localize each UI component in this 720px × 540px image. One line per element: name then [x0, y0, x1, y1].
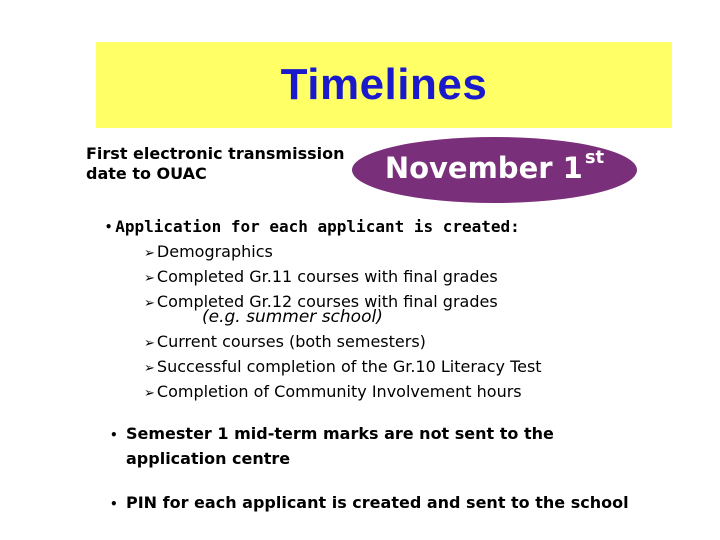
list-item [144, 380, 542, 405]
application-items-2 [144, 330, 542, 405]
bullet-dot-icon: • [105, 220, 113, 234]
semester-note-text: Semester 1 mid-term marks are not sent to the [126, 424, 554, 443]
date-suffix: st [584, 147, 605, 168]
list-item-text: Successful completion of the Gr.10 Literacy Test [156, 357, 542, 376]
list-item [144, 265, 498, 290]
semester-note-line2: application centre [126, 449, 291, 468]
semester-note [110, 422, 630, 470]
list-item [144, 355, 542, 380]
bullet-dot-icon: • [110, 497, 118, 511]
transmission-label [86, 144, 356, 184]
transmission-label-line2: date to OUAC [86, 164, 207, 183]
application-heading [105, 217, 520, 236]
transmission-label-line1: First electronic transmission [86, 144, 345, 163]
semester-note-line1 [110, 422, 630, 447]
pin-note-text: PIN for each applicant is created and sent to the school [126, 493, 629, 512]
list-item-text: Completion of Community Involvement hours [156, 382, 522, 401]
list-item [144, 330, 542, 355]
arrow-bullet-icon: ➢ [144, 246, 155, 261]
list-item-text: Completed Gr.11 courses with final grades [156, 267, 498, 286]
date-pill [352, 137, 637, 203]
date-text [352, 147, 637, 185]
list-item [144, 240, 498, 265]
arrow-bullet-icon: ➢ [144, 336, 155, 351]
list-item-text: Current courses (both semesters) [156, 332, 426, 351]
slide-title: Timelines [280, 60, 488, 109]
application-items [144, 240, 498, 315]
list-item-text: Completed Gr.12 courses with final grades [156, 292, 498, 311]
application-heading-text: Application for each applicant is created: [115, 217, 520, 236]
date-main: November 1 [384, 151, 583, 185]
arrow-bullet-icon: ➢ [144, 386, 155, 401]
list-item-text: Demographics [156, 242, 273, 261]
arrow-bullet-icon: ➢ [144, 296, 155, 311]
arrow-bullet-icon: ➢ [144, 361, 155, 376]
title-band [96, 42, 672, 128]
example-note: (e.g. summer school) [202, 307, 383, 327]
bullet-dot-icon: • [110, 428, 118, 442]
arrow-bullet-icon: ➢ [144, 271, 155, 286]
pin-note [110, 491, 710, 516]
